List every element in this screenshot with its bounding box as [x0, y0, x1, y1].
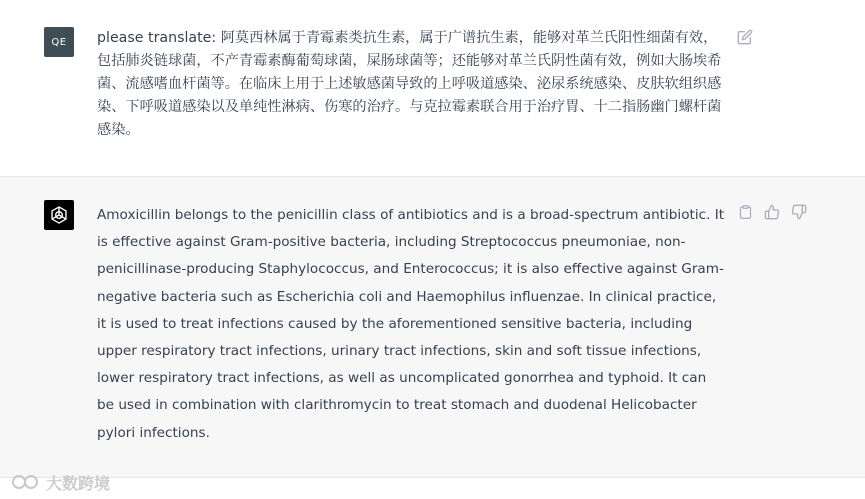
assistant-message-text: Amoxicillin belongs to the penicillin class of antibiotics and is a broad-spectrum antibiotic. It is effective against Gram-positive bacteria, including Streptococcus pneumoniae, non-penicillinase-producing Staphylococcus, and Enterococcus; it is also effective against Gram-negative bacteria such as Escherichia coli and Haemophilus influenzae. In clinical practice, it is used to treat infections caused by the aforementioned sensitive bacteria, including upper respiratory tract infections, urinary tract infections, skin and soft tissue infections, lower respiratory tract infections, as well as uncomplicated gonorrhea and typhoid. It can be used in combination with clarithromycin to treat stomach and duodenal Helicobacter pylori infections.: [97, 207, 725, 441]
user-avatar: [44, 27, 74, 57]
thumbs-up-icon: [764, 204, 780, 220]
thumbs-down-icon: [791, 204, 807, 220]
user-message-text: please translate: 阿莫西林属于青霉素类抗生素，属于广谱抗生素，能够对革兰氏阳性细菌有效，包括肺炎链球菌，不产青霉素酶葡萄球菌，屎肠球菌等；还能够对革兰氏阴性菌有效，例如大肠埃希菌、流感嗜血杆菌等。在临床上用于上述敏感菌导致的上呼吸道感染、泌尿系统感染、皮肤软组织感染、下呼吸道感染以及单纯性淋病、伤寒的治疗。与克拉霉素联合用于治疗胃、十二指肠幽门螺杆菌感染。: [97, 30, 722, 138]
watermark-logo-icon: [10, 472, 40, 492]
thumbs-up-button[interactable]: [763, 203, 781, 221]
edit-icon: [737, 29, 753, 45]
edit-button[interactable]: [736, 28, 754, 46]
thumbs-down-button[interactable]: [790, 203, 808, 221]
copy-button[interactable]: [736, 203, 754, 221]
watermark-text: 大数跨境: [46, 473, 111, 493]
user-avatar-initials: QE: [51, 36, 67, 48]
copy-icon: [738, 204, 753, 220]
openai-logo-icon: [48, 204, 70, 226]
user-message: [0, 0, 865, 177]
assistant-message: [0, 177, 865, 478]
assistant-avatar: [44, 200, 74, 230]
watermark: [10, 470, 110, 494]
